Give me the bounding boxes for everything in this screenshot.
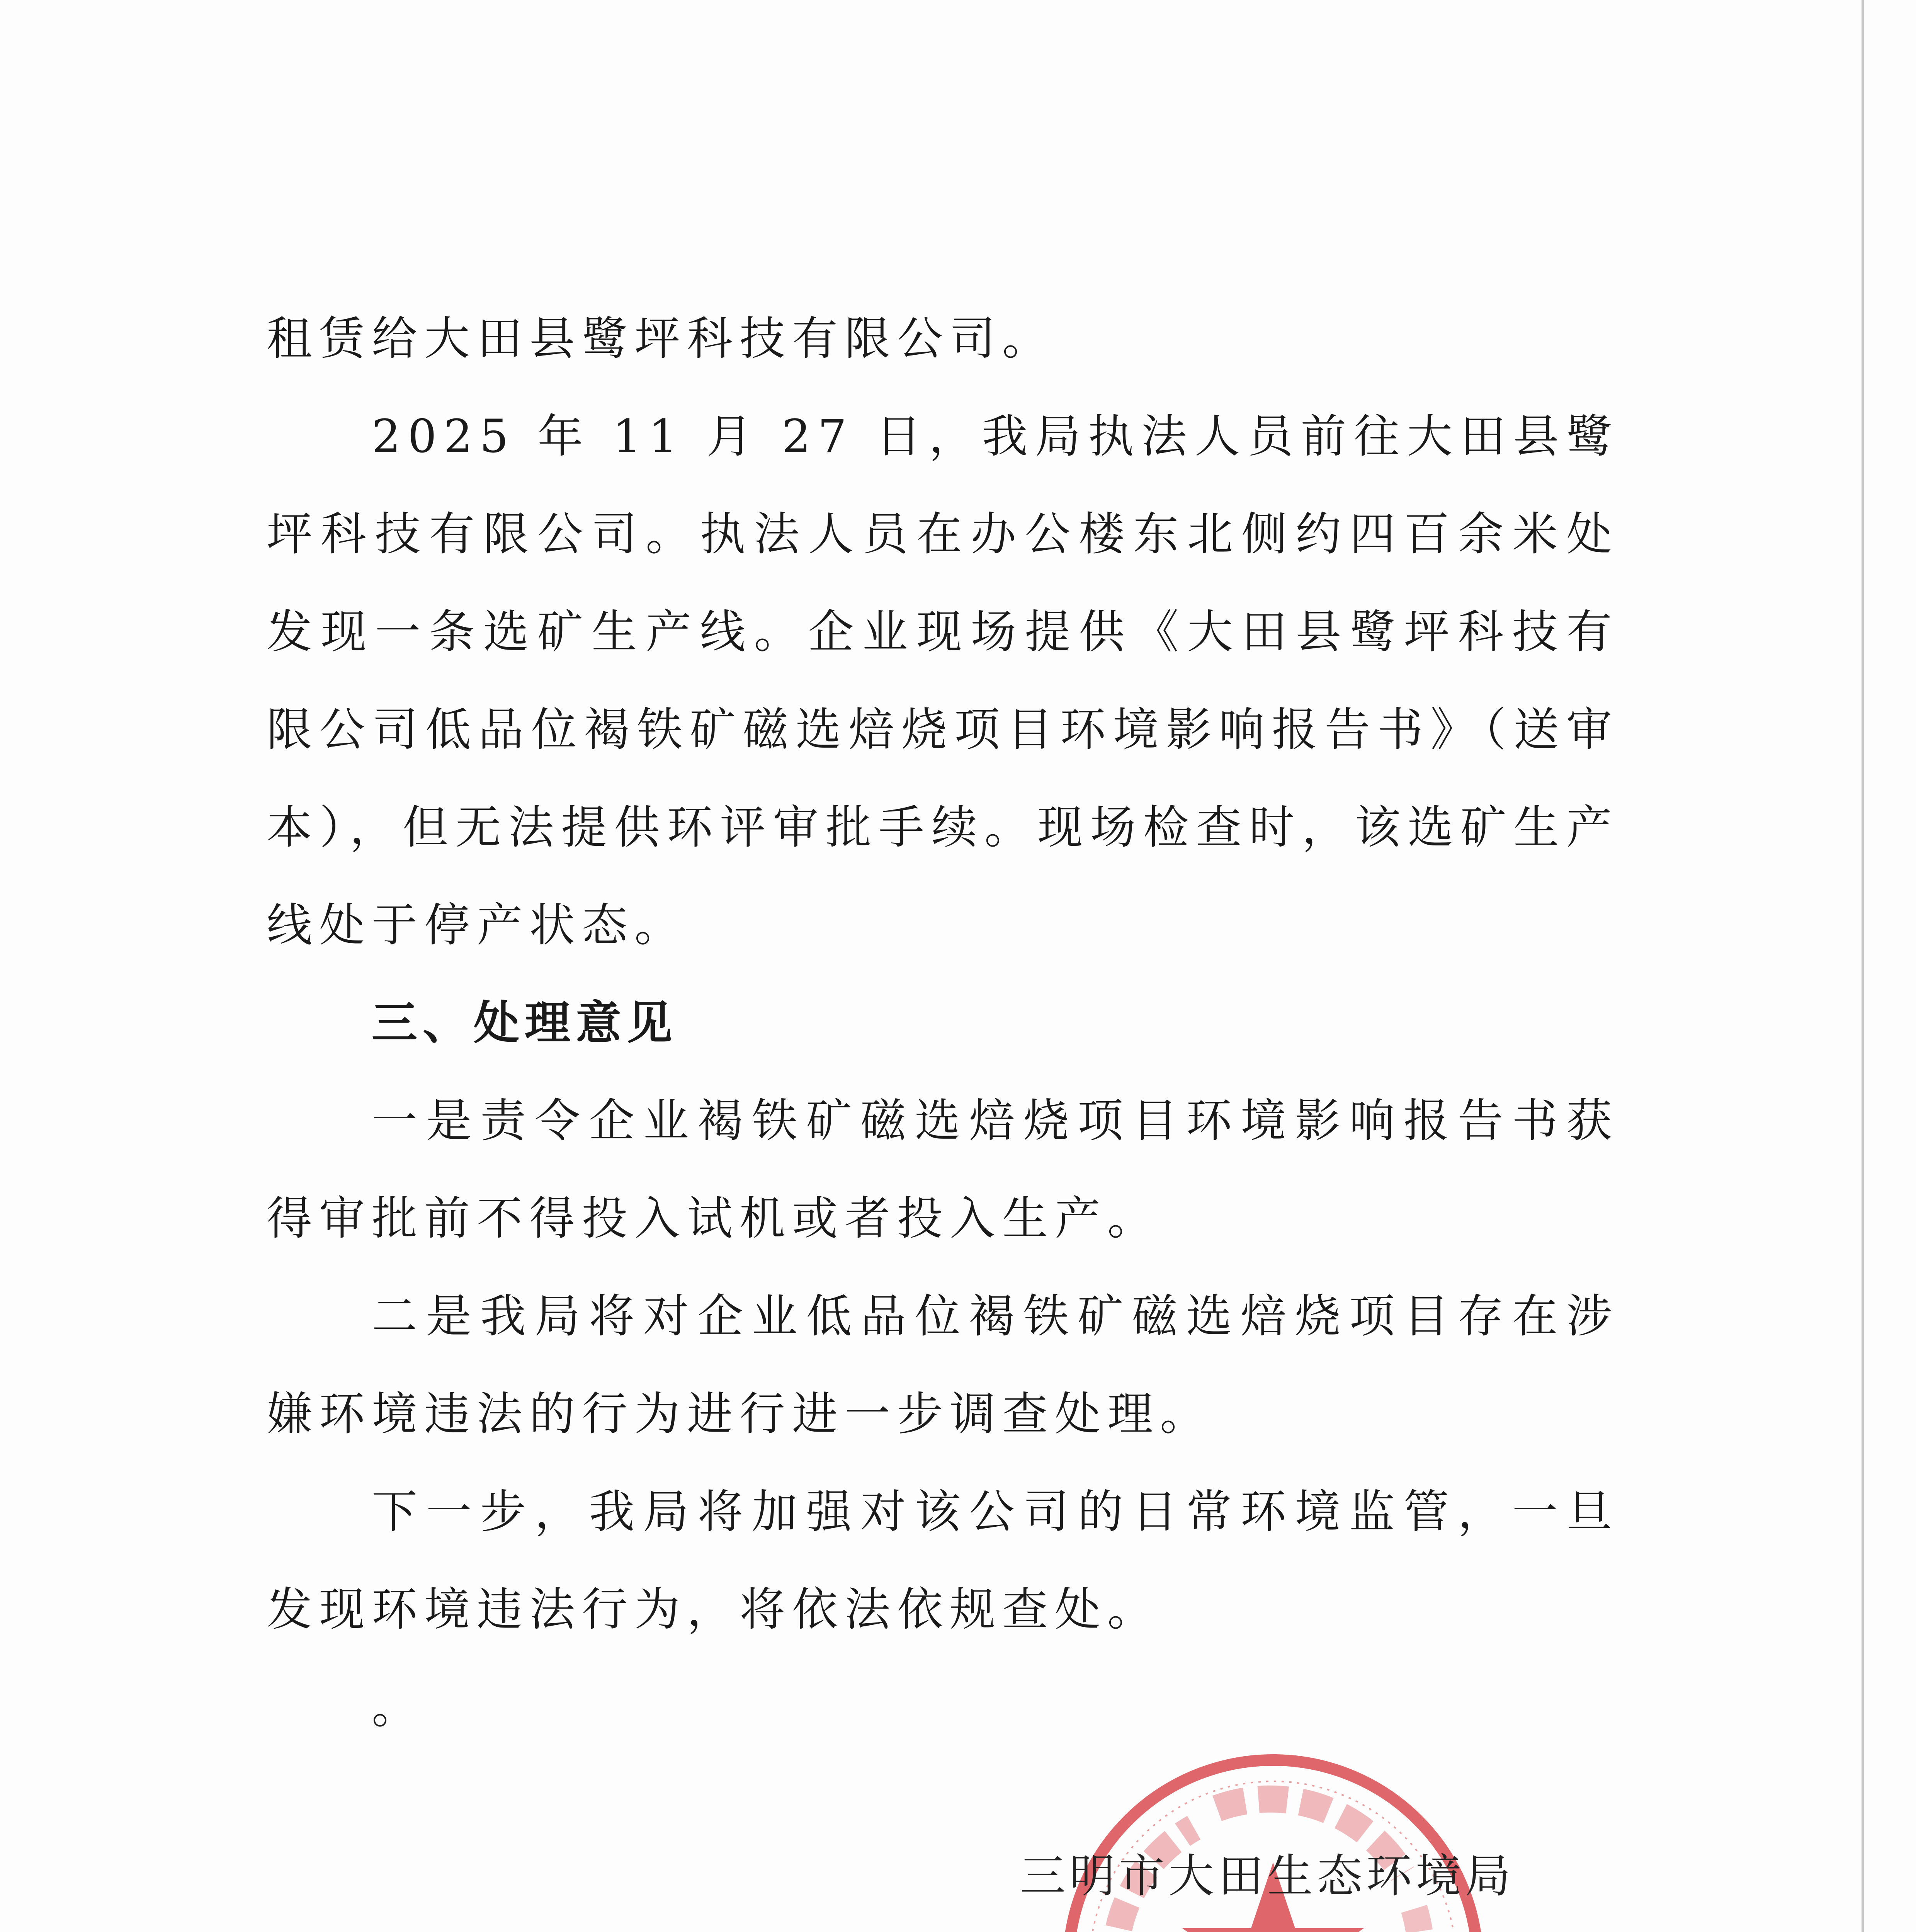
paragraph-next-step: 下一步，我局将加强对该公司的日常环境监管，一旦发现环境违法行为，将依法依规查处。 (267, 1485, 1619, 1636)
scan-edge-line (1862, 0, 1864, 1932)
paragraph-opinion-one: 一是责令企业褐铁矿磁选焙烧项目环境影响报告书获得审批前不得投入试机或者投入生产。 (267, 1094, 1619, 1245)
paragraph-opinion-two: 二是我局将对企业低品位褐铁矿磁选焙烧项目存在涉嫌环境违法的行为进行进一步调查处理。 (267, 1289, 1619, 1440)
paragraph-lease: 租赁给大田县鹭坪科技有限公司。 (267, 312, 1055, 365)
paragraph-stray-mark: 。 (372, 1680, 425, 1734)
body-text (267, 290, 1619, 1756)
section-heading: 三、处理意见 (372, 996, 678, 1049)
paragraph-inspection: 2025 年 11 月 27 日，我局执法人员前往大田县鹭坪科技有限公司。执法人员在办公楼东北侧约四百余米处发现一条选矿生产线。企业现场提供《大田县鹭坪科技有限公司低品位褐铁矿磁选焙烧项目环境影响报告书》（送审本），但无法提供环评审批手续。现场检查时，该选矿生产线处于停产状态。 (267, 410, 1619, 952)
signature-organization: 三明市大田生态环境局 (1020, 1849, 1515, 1903)
